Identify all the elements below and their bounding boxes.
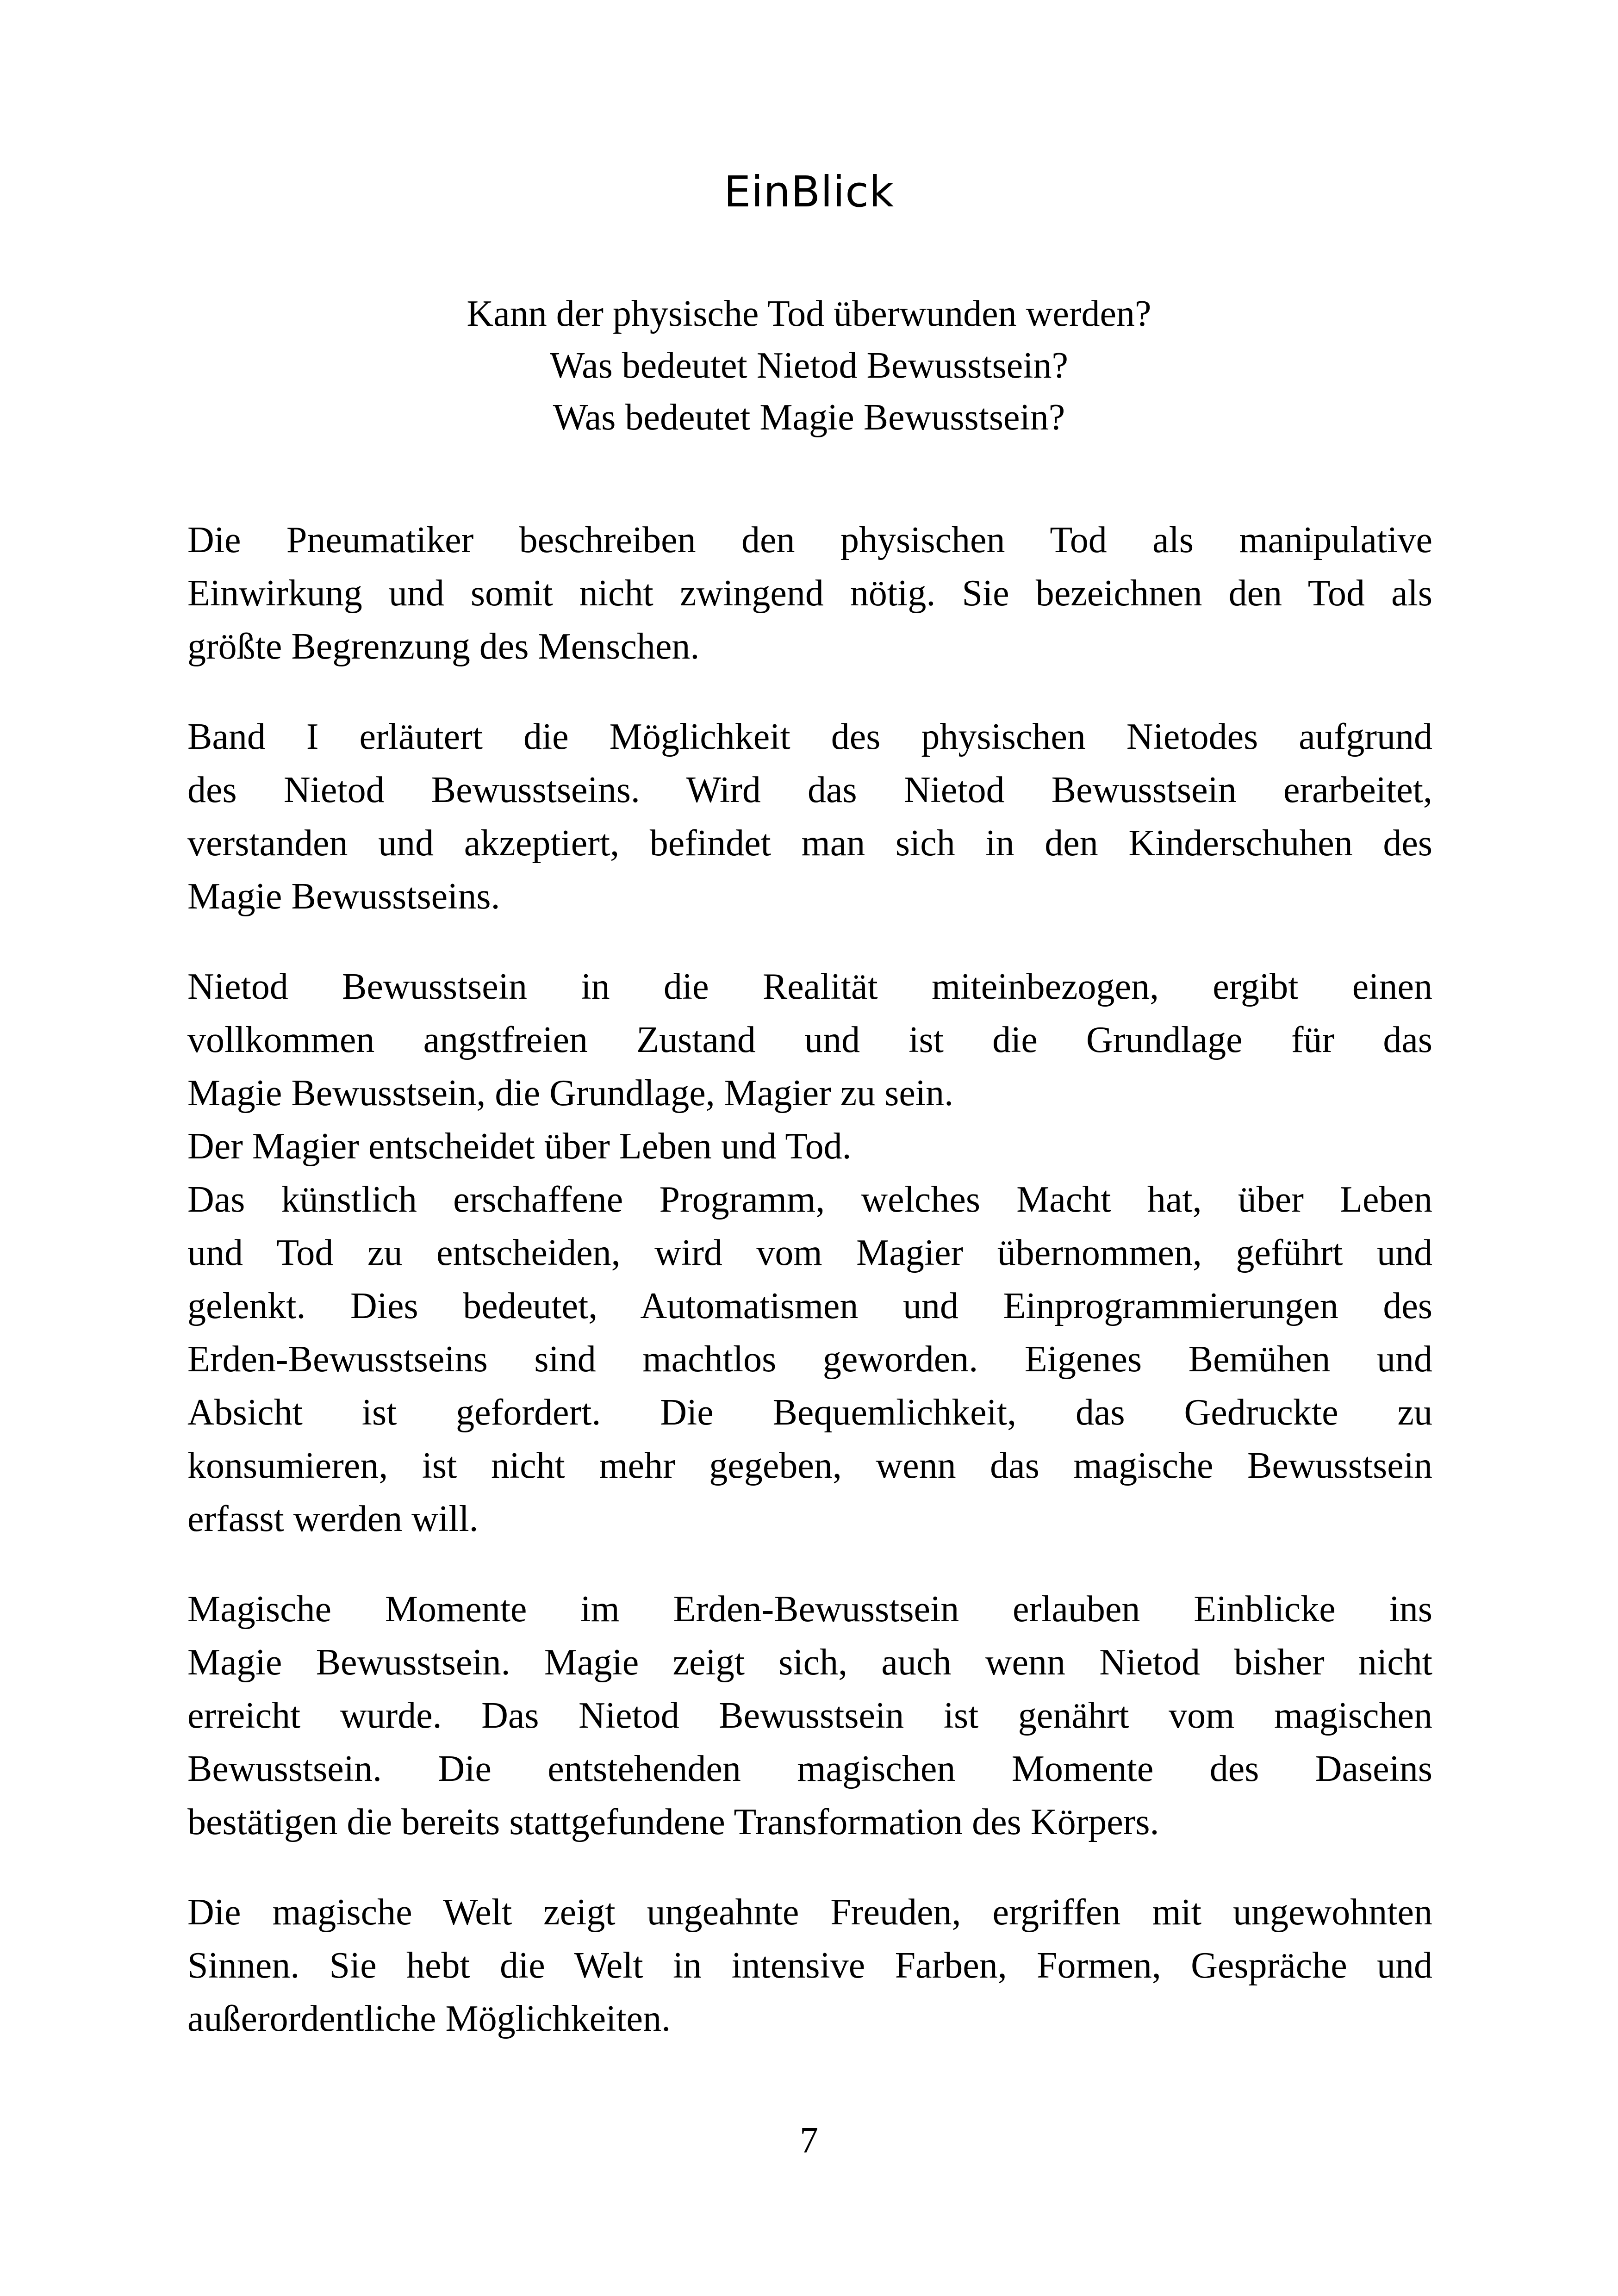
text-line: konsumieren, ist nicht mehr gegeben, wenn das magische Bewusstsein	[187, 1445, 1432, 1486]
text-line: des Nietod Bewusstseins. Wird das Nietod Bewusstsein erarbeitet,	[187, 770, 1432, 810]
paragraph	[187, 1583, 1432, 1849]
paragraph	[187, 514, 1432, 673]
paragraph	[187, 710, 1432, 923]
text-line: Magie Bewusstseins.	[187, 876, 500, 917]
text-line: vollkommen angstfreien Zustand und ist die Grundlage für das	[187, 1020, 1432, 1060]
text-line: Magische Momente im Erden-Bewusstsein erlauben Einblicke ins	[187, 1589, 1432, 1630]
text-line: Magie Bewusstsein. Magie zeigt sich, auch wenn Nietod bisher nicht	[187, 1642, 1432, 1683]
text-line: Einwirkung und somit nicht zwingend nötig. Sie bezeichnen den Tod als	[187, 573, 1432, 614]
text-line: bestätigen die bereits stattgefundene Transformation des Körpers.	[187, 1802, 1159, 1842]
paragraph	[187, 960, 1432, 1120]
text-line: Die Pneumatiker beschreiben den physischen Tod als manipulative	[187, 520, 1432, 560]
question-line: Kann der physische Tod überwunden werden?	[467, 293, 1151, 334]
text-line: Die magische Welt zeigt ungeahnte Freuden, ergriffen mit ungewohnten	[187, 1892, 1432, 1933]
paragraph	[187, 1886, 1432, 2046]
chapter-title: EinBlick	[723, 167, 895, 217]
text-line: größte Begrenzung des Menschen.	[187, 626, 700, 667]
text-line: Band I erläutert die Möglichkeit des physischen Nietodes aufgrund	[187, 716, 1432, 757]
text-line: erfasst werden will.	[187, 1499, 479, 1539]
text-line: Bewusstsein. Die entstehenden magischen Momente des Daseins	[187, 1748, 1432, 1789]
text-line: Der Magier entscheidet über Leben und Tod.	[187, 1126, 852, 1167]
text-line: Sinnen. Sie hebt die Welt in intensive Farben, Formen, Gespräche und	[187, 1945, 1432, 1986]
text-line: erreicht wurde. Das Nietod Bewusstsein ist genährt vom magischen	[187, 1695, 1432, 1736]
intro-questions	[0, 288, 1618, 443]
text-line: Absicht ist gefordert. Die Bequemlichkeit, das Gedruckte zu	[187, 1392, 1432, 1433]
body-text	[187, 514, 1432, 2046]
question-line: Was bedeutet Magie Bewusstsein?	[553, 397, 1065, 438]
text-line: Magie Bewusstsein, die Grundlage, Magier zu sein.	[187, 1073, 954, 1114]
text-line: Erden-Bewusstseins sind machtlos geworden. Eigenes Bemühen und	[187, 1339, 1432, 1380]
paragraph	[187, 1120, 1432, 1173]
question-line: Was bedeutet Nietod Bewusstsein?	[550, 345, 1068, 386]
text-line: außerordentliche Möglichkeiten.	[187, 1998, 671, 2039]
text-line: Nietod Bewusstsein in die Realität miteinbezogen, ergibt einen	[187, 966, 1432, 1007]
text-line: und Tod zu entscheiden, wird vom Magier übernommen, geführt und	[187, 1232, 1432, 1273]
text-line: gelenkt. Dies bedeutet, Automatismen und Einprogrammierungen des	[187, 1286, 1432, 1326]
page-number: 7	[800, 2120, 818, 2161]
text-line: Das künstlich erschaffene Programm, welches Macht hat, über Leben	[187, 1179, 1432, 1220]
text-line: verstanden und akzeptiert, befindet man sich in den Kinderschuhen des	[187, 823, 1432, 864]
paragraph	[187, 1173, 1432, 1546]
